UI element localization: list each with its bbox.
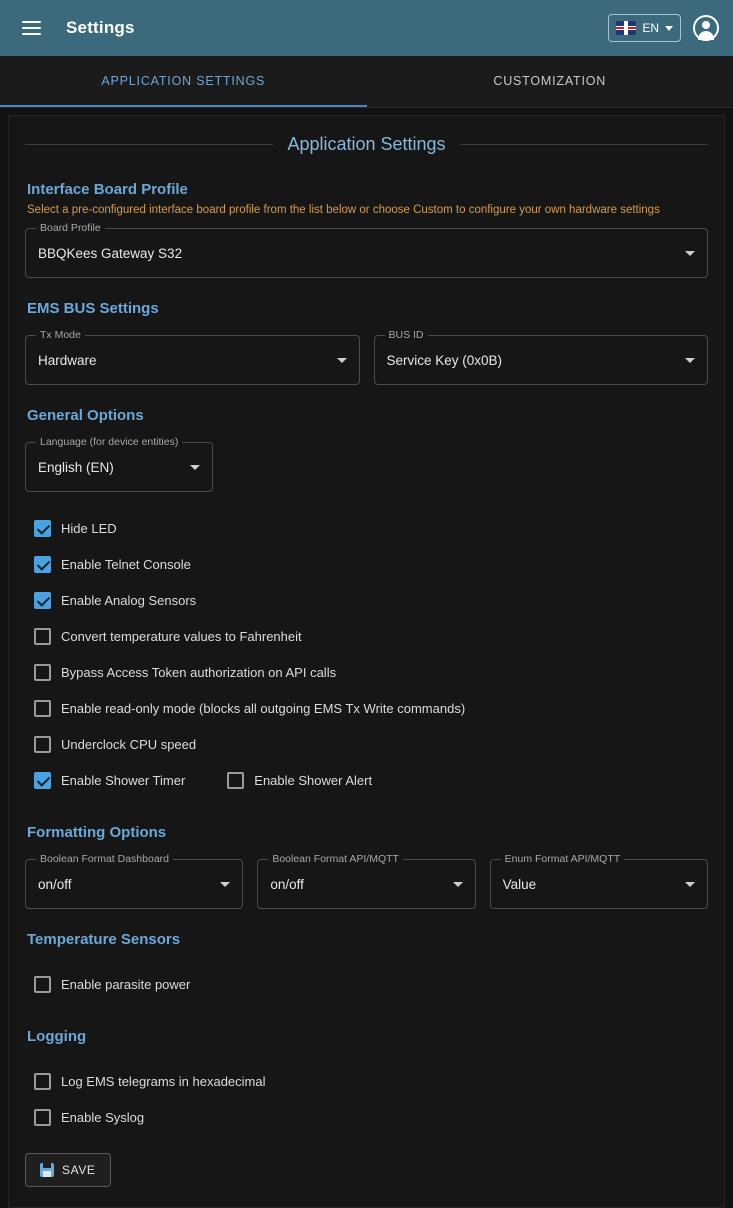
checkbox-log-ems-telegrams-hex[interactable] — [34, 1073, 51, 1090]
tx-mode-label: Tx Mode — [36, 329, 85, 341]
boolean-format-dashboard-value: on/off — [38, 877, 72, 892]
uk-flag-icon — [616, 21, 636, 35]
chevron-down-icon — [685, 358, 695, 363]
board-profile-label: Board Profile — [36, 222, 105, 234]
checkbox-label-enable-telnet-console: Enable Telnet Console — [61, 557, 191, 572]
checkbox-label-enable-shower-timer: Enable Shower Timer — [61, 773, 185, 788]
settings-page — [8, 115, 725, 1208]
hamburger-menu-icon[interactable] — [14, 11, 48, 45]
app-bar — [0, 0, 733, 56]
checkbox-row-bypass-access-token — [25, 654, 708, 690]
tab-customization[interactable]: CUSTOMIZATION — [367, 56, 733, 107]
checkbox-row-enable-syslog — [25, 1099, 708, 1135]
tx-mode-value: Hardware — [38, 353, 97, 368]
bus-id-value: Service Key (0x0B) — [387, 353, 503, 368]
app-bar-actions — [608, 14, 719, 42]
checkbox-enable-parasite-power[interactable] — [34, 976, 51, 993]
boolean-format-dashboard-select[interactable] — [25, 859, 243, 909]
divider-left — [25, 144, 273, 145]
checkbox-enable-telnet-console[interactable] — [34, 556, 51, 573]
language-selector[interactable] — [608, 14, 681, 42]
tab-bar — [0, 56, 733, 108]
checkbox-label-enable-parasite-power: Enable parasite power — [61, 977, 190, 992]
floppy-disk-icon — [40, 1163, 54, 1177]
boolean-format-dashboard-label: Boolean Format Dashboard — [36, 853, 173, 865]
chevron-down-icon — [220, 882, 230, 887]
language-code: EN — [642, 21, 659, 35]
checkbox-enable-shower-timer[interactable] — [34, 772, 51, 789]
page-title-row — [25, 134, 708, 155]
checkbox-label-convert-fahrenheit: Convert temperature values to Fahrenheit — [61, 629, 302, 644]
checkbox-underclock-cpu[interactable] — [34, 736, 51, 753]
section-title-interface-board-profile: Interface Board Profile — [27, 181, 708, 198]
board-profile-select[interactable] — [25, 228, 708, 278]
language-label: Language (for device entities) — [36, 436, 182, 448]
ems-bus-row — [25, 335, 708, 385]
tx-mode-select[interactable] — [25, 335, 360, 385]
chevron-down-icon — [190, 465, 200, 470]
app-title: Settings — [66, 18, 135, 38]
bus-id-select[interactable] — [374, 335, 709, 385]
checkbox-row-parasite-power — [25, 966, 708, 1002]
checkbox-label-enable-shower-alert: Enable Shower Alert — [254, 773, 372, 788]
board-profile-value: BBQKees Gateway S32 — [38, 246, 182, 261]
checkbox-row-read-only-mode — [25, 690, 708, 726]
section-title-general-options: General Options — [27, 407, 708, 424]
checkbox-label-enable-syslog: Enable Syslog — [61, 1110, 144, 1125]
boolean-format-api-label: Boolean Format API/MQTT — [268, 853, 403, 865]
divider-right — [460, 144, 708, 145]
tab-application-settings[interactable]: APPLICATION SETTINGS — [0, 56, 367, 107]
checkbox-bypass-access-token[interactable] — [34, 664, 51, 681]
boolean-format-api-select[interactable] — [257, 859, 475, 909]
chevron-down-icon — [337, 358, 347, 363]
interface-board-profile-description: Select a pre-configured interface board profile from the list below or choose Custom to configure your own hardware settings — [27, 204, 708, 216]
enum-format-api-label: Enum Format API/MQTT — [501, 853, 625, 865]
checkbox-enable-analog-sensors[interactable] — [34, 592, 51, 609]
checkbox-enable-shower-alert[interactable] — [227, 772, 244, 789]
section-title-temperature-sensors: Temperature Sensors — [27, 931, 708, 948]
checkbox-row-enable-analog-sensors — [25, 582, 708, 618]
formatting-row — [25, 859, 708, 909]
checkbox-enable-syslog[interactable] — [34, 1109, 51, 1126]
chevron-down-icon — [453, 882, 463, 887]
checkbox-label-hide-led: Hide LED — [61, 521, 117, 536]
section-title-formatting-options: Formatting Options — [27, 824, 708, 841]
enum-format-api-select[interactable] — [490, 859, 708, 909]
checkbox-label-log-ems-telegrams-hex: Log EMS telegrams in hexadecimal — [61, 1074, 266, 1089]
bus-id-label: BUS ID — [385, 329, 428, 341]
save-button[interactable] — [25, 1153, 111, 1187]
checkbox-label-underclock-cpu: Underclock CPU speed — [61, 737, 196, 752]
enum-format-api-value: Value — [503, 877, 537, 892]
checkbox-read-only-mode[interactable] — [34, 700, 51, 717]
boolean-format-api-value: on/off — [270, 877, 304, 892]
page-title: Application Settings — [287, 134, 445, 155]
chevron-down-icon — [665, 26, 673, 31]
checkbox-label-bypass-access-token: Bypass Access Token authorization on API calls — [61, 665, 336, 680]
language-select[interactable] — [25, 442, 213, 492]
checkbox-row-hide-led — [25, 510, 708, 546]
section-title-logging: Logging — [27, 1028, 708, 1045]
checkbox-hide-led[interactable] — [34, 520, 51, 537]
checkbox-label-read-only-mode: Enable read-only mode (blocks all outgoing EMS Tx Write commands) — [61, 701, 465, 716]
language-value: English (EN) — [38, 460, 114, 475]
save-button-label: SAVE — [62, 1163, 96, 1177]
checkbox-row-enable-telnet-console — [25, 546, 708, 582]
chevron-down-icon — [685, 882, 695, 887]
checkbox-row-convert-fahrenheit — [25, 618, 708, 654]
chevron-down-icon — [685, 251, 695, 256]
checkbox-row-shower — [25, 762, 708, 798]
checkbox-row-log-hex — [25, 1063, 708, 1099]
checkbox-label-enable-analog-sensors: Enable Analog Sensors — [61, 593, 196, 608]
checkbox-row-underclock-cpu — [25, 726, 708, 762]
account-circle-icon[interactable] — [693, 15, 719, 41]
checkbox-convert-fahrenheit[interactable] — [34, 628, 51, 645]
section-title-ems-bus-settings: EMS BUS Settings — [27, 300, 708, 317]
